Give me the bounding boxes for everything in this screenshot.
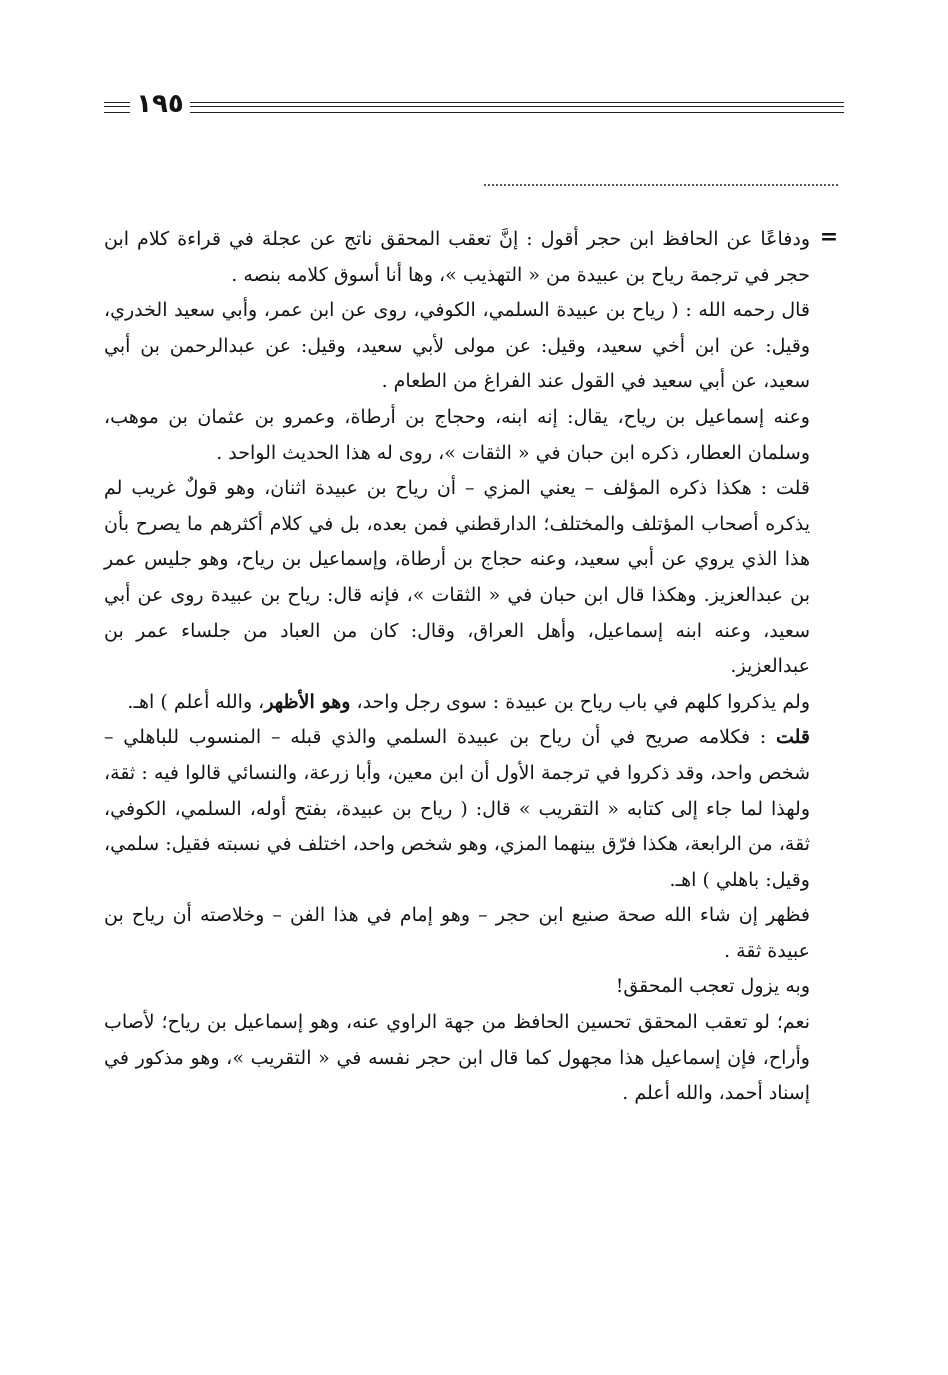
- bold-lead: قلت: [775, 726, 810, 749]
- paragraph-text: ولم يذكروا كلهم في باب رياح بن عبيدة : سوى رجل واحد،: [350, 690, 810, 713]
- footnote-continuation-marker: =: [819, 224, 839, 250]
- paragraph-final: نعم؛ لو تعقب المحقق تحسين الحافظ من جهة الراوي عنه، وهو إسماعيل بن رياح؛ لأصاب وأراح، فإن إسماعيل هذا مجهول كما قال ابن حجر نفسه في « التقريب »، وهو مذكور في إسناد أحمد، والله أعلم .: [104, 1011, 810, 1105]
- paragraph-defense: ودفاعًا عن الحافظ ابن حجر أقول : إنَّ تعقب المحقق ناتج عن عجلة في قراءة كلام ابن حجر في ترجمة رياح بن عبيدة من « التهذيب »، وها أنا أسوق كلامه بنصه .: [104, 228, 810, 286]
- paragraph-text: : فكلامه صريح في أن رياح بن عبيدة السلمي والذي قبله – المنسوب للباهلي – شخص واحد، وقد ذكروا في ترجمة الأول أن ابن معين، وأبا زرعة، والنسائي قالوا فيه : ثقة، ولهذا لما جاء إلى كتابه « التقريب » قال: ( رياح بن عبيدة، بفتح أوله، السلمي، الكوفي، ثقة، من الرابعة، هكذا فرّق بينهما المزي، وهو شخص واحد، اختلف في نسبته فقيل: سلمي، وقيل: باهلي ) اهـ.: [104, 726, 810, 891]
- paragraph-result: فظهر إن شاء الله صحة صنيع ابن حجر – وهو إمام في هذا الفن – وخلاصته أن رياح بن عبيدة ثقة .: [104, 904, 810, 962]
- bold-phrase: وهو الأظهر: [264, 690, 351, 713]
- paragraph-qultu-2: [104, 720, 810, 898]
- paragraph-remark: وبه يزول تعجب المحقق!: [615, 975, 810, 998]
- paragraph-text: ، والله أعلم ) اهـ.: [127, 690, 265, 713]
- header-rule-long: [190, 102, 844, 113]
- footnote-separator: [484, 184, 838, 186]
- page-header: [104, 89, 844, 122]
- paragraph-quote-start: قال رحمه الله : ( رياح بن عبيدة السلمي، الكوفي، روى عن ابن عمر، وأبي سعيد الخدري، وقيل: عن ابن أخي سعيد، وقيل: عن مولى لأبي سعيد، وقيل: عن عبدالرحمن بن أبي سعيد، عن أبي سعيد في القول عند الفراغ من الطعام .: [104, 299, 810, 393]
- page-number: ١٩٥: [136, 89, 184, 119]
- header-rule-short: [104, 102, 130, 113]
- footnote-text: [104, 222, 810, 1112]
- paragraph-conclusion-quote: [104, 685, 810, 721]
- paragraph-qultu-1: قلت : هكذا ذكره المؤلف – يعني المزي – أن رياح بن عبيدة اثنان، وهو قولٌ غريب لم يذكره أصحاب المؤتلف والمختلف؛ الدارقطني فمن بعده، بل في كلام أكثرهم ما يصرح بأن هذا الذي يروي عن أبي سعيد، وعنه حجاج بن أرطاة، وإسماعيل بن رياح، وهو جليس عمر بن عبدالعزيز. وهكذا قال ابن حبان في « الثقات »، فإنه قال: رياح بن عبيدة روى عن أبي سعيد، وعنه ابنه إسماعيل، وأهل العراق، وقال: كان من العباد من جلساء عمر بن عبدالعزيز.: [104, 477, 810, 678]
- paragraph-narrators: وعنه إسماعيل بن رياح، يقال: إنه ابنه، وحجاج بن أرطاة، وعمرو بن عثمان بن موهب، وسلمان العطار، ذكره ابن حبان في « الثقات »، روى له هذا الحديث الواحد .: [104, 405, 810, 464]
